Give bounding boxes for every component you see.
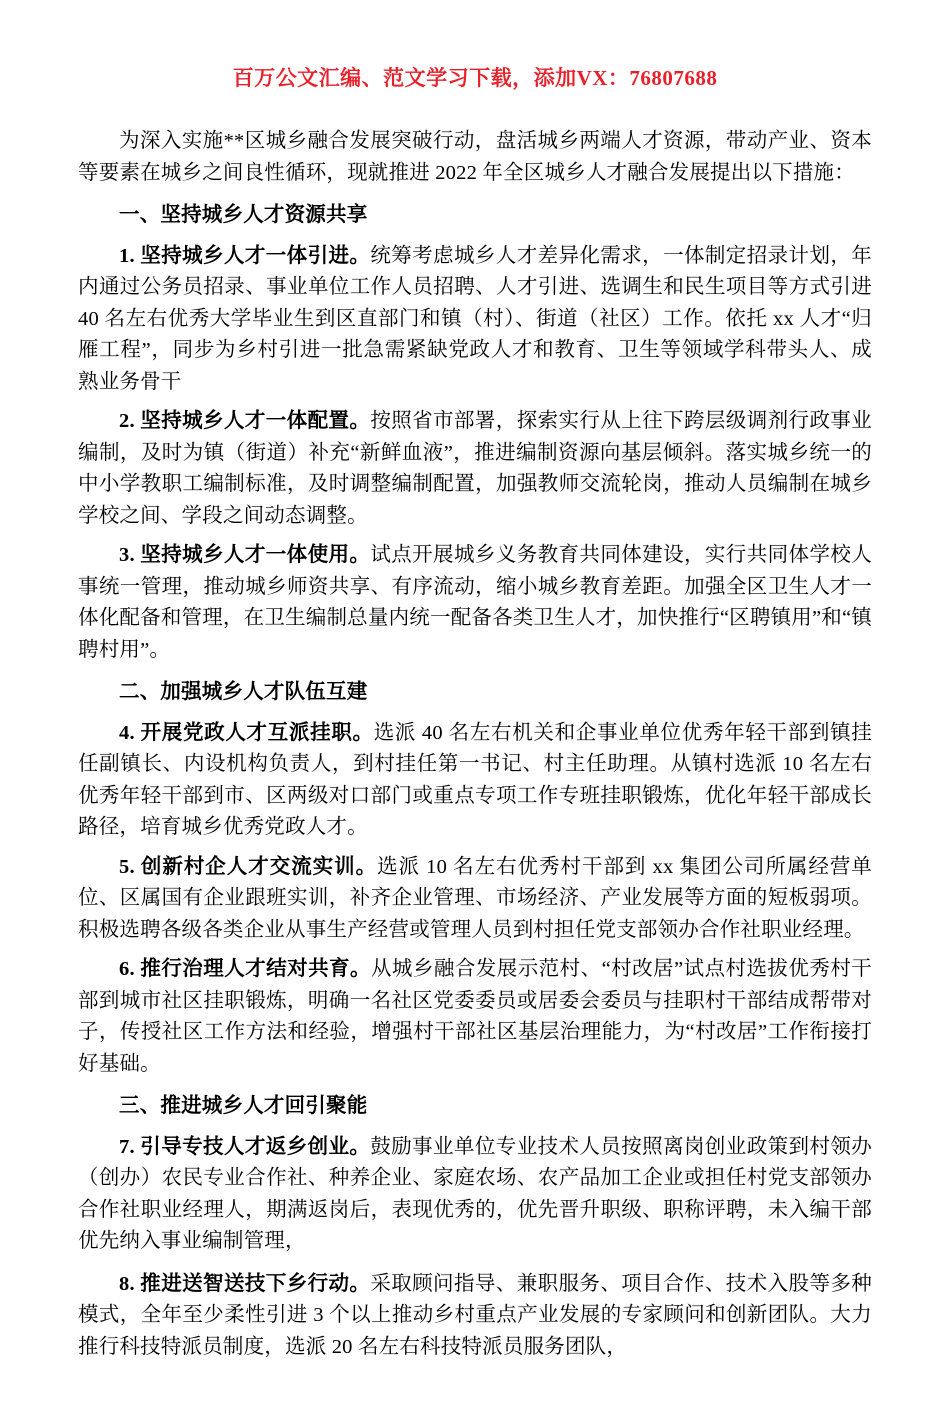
item-2-title: 2. 坚持城乡人才一体配置。: [119, 410, 371, 432]
item-7: [78, 1132, 872, 1258]
item-7-body: 鼓励事业单位专业技术人员按照离岗创业政策到村领办（创办）农民专业合作社、种养企业、家庭农场、农产品加工企业或担任村党支部领办合作社职业经理人，期满返岗后，表现优秀的，优先晋升职级、职称评聘，未入编干部优先纳入事业编制管理，: [78, 1135, 872, 1252]
item-3-body: 试点开展城乡义务教育共同体建设，实行共同体学校人事统一管理，推动城乡师资共享、有序流动，缩小城乡教育差距。加强全区卫生人才一体化配备和管理，在卫生编制总量内统一配备各类卫生人才，加快推行“区聘镇用”和“镇聘村用”。: [78, 544, 872, 661]
section-heading-2: 二、加强城乡人才队伍互建: [119, 681, 368, 703]
document-body: [78, 126, 872, 1363]
item-4-title: 4. 开展党政人才互派挂职。: [119, 721, 374, 744]
section-heading-3: 三、推进城乡人才回引聚能: [119, 1095, 368, 1117]
item-1-title: 1. 坚持城乡人才一体引进。: [119, 244, 371, 267]
item-1: [78, 241, 872, 399]
item-8: [78, 1269, 872, 1364]
item-1-body: 统筹考虑城乡人才差异化需求，一体制定招录计划，年内通过公务员招录、事业单位工作人员招聘、人才引进、选调生和民生项目等方式引进 40 名左右优秀大学毕业生到区直部门和镇（村）、街道（社区）工作。依托 xx 人才“归雁工程”，同步为乡村引进一批急需紧缺党政人才和教育、卫生等领域学科带头人、成熟业务骨干: [78, 244, 872, 393]
item-8-title: 8. 推进送智送技下乡行动。: [119, 1272, 371, 1295]
item-3-title: 3. 坚持城乡人才一体使用。: [119, 544, 371, 566]
item-2-body: 按照省市部署，探索实行从上往下跨层级调剂行政事业编制，及时为镇（街道）补充“新鲜血液”，推进编制资源向基层倾斜。落实城乡统一的中小学教职工编制标准，及时调整编制配置，加强教师交流轮岗，推动人员编制在城乡学校之间、学段之间动态调整。: [78, 410, 872, 527]
section-heading-1: 一、坚持城乡人才资源共享: [119, 204, 368, 226]
item-2: [78, 406, 872, 532]
item-5-body: 选派 10 名左右优秀村干部到 xx 集团公司所属经营单位、区属国有企业跟班实训，补齐企业管理、市场经济、产业发展等方面的短板弱项。积极选聘各级各类企业从事生产经营或管理人员到村担任党支部领办合作社职业经理。: [78, 855, 872, 941]
item-8-body: 采取顾问指导、兼职服务、项目合作、技术入股等多种模式，全年至少柔性引进 3 个以上推动乡村重点产业发展的专家顾问和创新团队。大力推行科技特派员制度，选派 20 名左右科技特派员服务团队，: [78, 1272, 872, 1358]
item-5: [78, 852, 872, 947]
intro-paragraph: 为深入实施**区城乡融合发展突破行动，盘活城乡两端人才资源，带动产业、资本等要素在城乡之间良性循环，现就推进 2022 年全区城乡人才融合发展提出以下措施：: [78, 130, 872, 184]
item-3: [78, 540, 872, 666]
item-4-body: 选派 40 名左右机关和企事业单位优秀年轻干部到镇挂任副镇长、内设机构负责人，到村挂任第一书记、村主任助理。从镇村选派 10 名左右优秀年轻干部到市、区两级对口部门或重点专项工作专班挂职锻炼，优化年轻干部成长路径，培育城乡优秀党政人才。: [78, 721, 872, 838]
item-4: [78, 718, 872, 844]
item-5-title: 5. 创新村企人才交流实训。: [119, 855, 378, 878]
item-7-title: 7. 引导专技人才返乡创业。: [119, 1135, 371, 1158]
promo-banner: 百万公文汇编、范文学习下载，添加VX：76807688: [232, 66, 718, 90]
item-6-title: 6. 推行治理人才结对共育。: [119, 958, 371, 980]
item-6-body: 从城乡融合发展示范村、“村改居”试点村选拔优秀村干部到城市社区挂职锻炼，明确一名社区党委委员或居委会委员与挂职村干部结成帮带对子，传授社区工作方法和经验，增强村干部社区基层治理能力，为“村改居”工作衔接打好基础。: [78, 958, 872, 1075]
item-6: [78, 954, 872, 1080]
document-page: [0, 62, 950, 1406]
paragraph-gap: [78, 1260, 872, 1269]
